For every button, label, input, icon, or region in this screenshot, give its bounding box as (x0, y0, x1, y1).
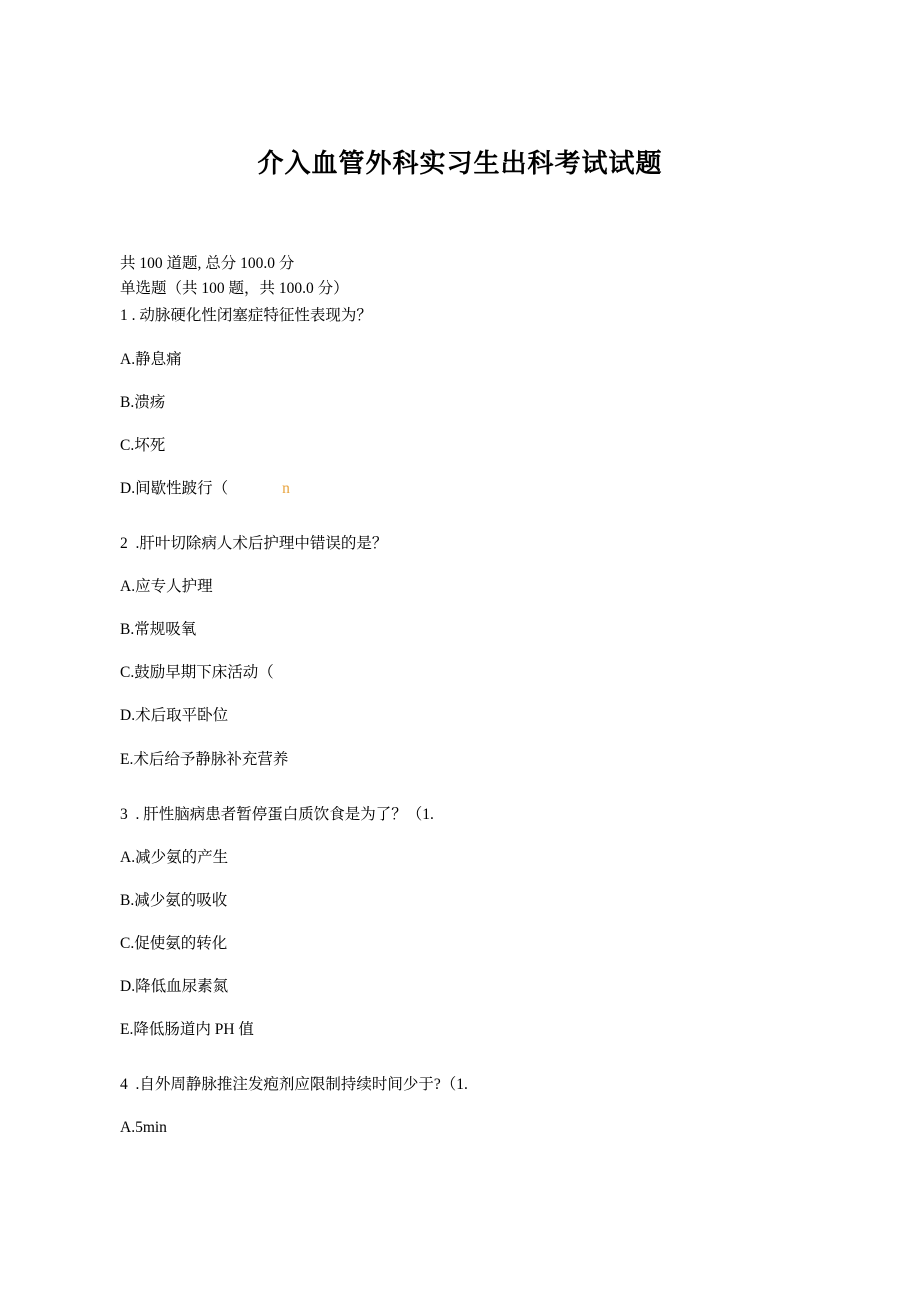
exam-meta (120, 251, 800, 301)
question-option[interactable]: D.术后取平卧位 (120, 707, 229, 725)
question-option[interactable]: E.降低肠道内 PH 值 (120, 1021, 254, 1039)
question-stem: 2 .肝叶切除病人术后护理中错误的是？ (120, 534, 388, 552)
question-option[interactable]: A.应专人护理 (120, 578, 213, 596)
question-option[interactable]: A.减少氨的产生 (120, 848, 229, 866)
question-item (120, 531, 800, 772)
question-option[interactable]: C.促使氨的转化 (120, 934, 228, 952)
option-text: D.间歇性跛行（ (120, 479, 229, 497)
question-item (120, 303, 800, 501)
question-option[interactable]: A.5min (120, 1119, 167, 1137)
question-option[interactable]: E.术后给予静脉补充营养 (120, 750, 289, 768)
question-option[interactable]: A.静息痛 (120, 350, 182, 368)
question-option[interactable]: B.溃疡 (120, 393, 166, 411)
question-stem: 1 . 动脉硬化性闭塞症特征性表现为？ (120, 307, 372, 325)
meta-line-section: 单选题（共 100 题，共 100.0 分） (120, 280, 349, 298)
answer-marker: n (282, 479, 290, 497)
question-option[interactable] (120, 476, 800, 501)
meta-line-total: 共 100 道题, 总分 100.0 分 (120, 255, 295, 273)
question-option[interactable]: C.坏死 (120, 436, 166, 454)
question-option[interactable]: C.鼓励早期下床活动（ (120, 664, 274, 682)
question-stem: 3 . 肝性脑病患者暂停蛋白质饮食是为了？（1. (120, 805, 434, 823)
question-item (120, 802, 800, 1043)
question-item (120, 1072, 800, 1140)
question-option[interactable]: B.减少氨的吸收 (120, 891, 228, 909)
question-stem: 4 .自外周静脉推注发疱剂应限制持续时间少于?（1. (120, 1076, 468, 1094)
question-option[interactable]: B.常规吸氧 (120, 621, 197, 639)
page-title: 介入血管外科实习生出科考试试题 (257, 149, 663, 178)
question-option[interactable]: D.降低血尿素氮 (120, 978, 229, 996)
